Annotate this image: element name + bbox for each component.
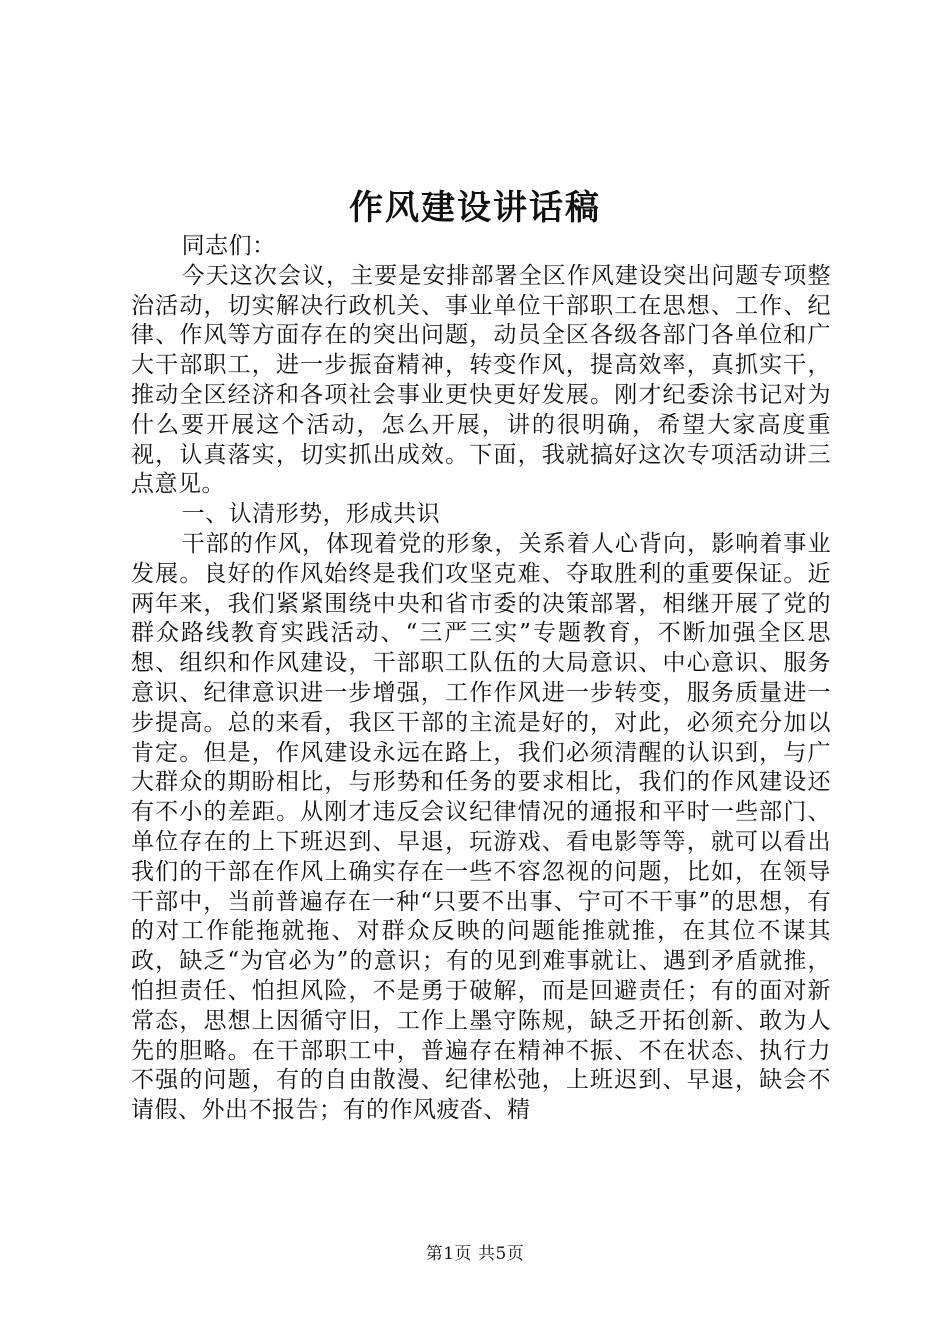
body-paragraph: 干部的作风，体现着党的形象，关系着人心背向，影响着事业发展。良好的作风始终是我们攻坚克难、夺取胜利的重要保证。近两年来，我们紧紧围绕中央和省市委的决策部署，相继开展了党的群众路线教育实践活动、“三严三实”专题教育，不断加强全区思想、组织和作风建设，干部职工队伍的大局意识、中心意识、服务意识、纪律意识进一步增强，工作作风进一步转变，服务质量进一步提高。总的来看，我区干部的主流是好的，对此，必须充分加以肯定。但是，作风建设永远在路上，我们必须清醒的认识到，与广大群众的期盼相比，与形势和任务的要求相比，我们的作风建设还有不小的差距。从刚才违反会议纪律情况的通报和平时一些部门、单位存在的上下班迟到、早退，玩游戏、看电影等等，就可以看出我们的干部在作风上确实存在一些不容忽视的问题，比如，在领导干部中，当前普遍存在一种“只要不出事、宁可不干事”的思想，有的对工作能拖就拖、对群众反映的问题能推就推，在其位不谋其政，缺乏“为官必为”的意识；有的见到难事就让、遇到矛盾就推，怕担责任、怕担风险，不是勇于破解，而是回避责任；有的面对新常态，思想上因循守旧，工作上墨守陈规，缺乏开拓创新、敢为人先的胆略。在干部职工中，普遍存在精神不振、不在状态、执行力不强的问题，有的自由散漫、纪律松弛，上班迟到、早退，缺会不请假、外出不报告；有的作风疲沓、精 [131, 530, 831, 1124]
document-title: 作风建设讲话稿 [349, 188, 601, 228]
salutation-paragraph: 同志们： [181, 233, 276, 259]
intro-paragraph: 今天这次会议，主要是安排部署全区作风建设突出问题专项整治活动，切实解决行政机关、事业单位干部职工在思想、工作、纪律、作风等方面存在的突出问题，动员全区各级各部门各单位和广大干部职工，进一步振奋精神，转变作风，提高效率，真抓实干，推动全区经济和各项社会事业更快更好发展。刚才纪委涂书记对为什么要开展这个活动，怎么开展，讲的很明确，希望大家高度重视，认真落实，切实抓出成效。下面，我就搞好这次专项活动讲三点意见。 [131, 262, 831, 498]
document-body [131, 232, 831, 1126]
section-heading: 一、认清形势，形成共识 [181, 501, 441, 528]
page-footer: 第1页 共5页 [425, 1244, 525, 1264]
